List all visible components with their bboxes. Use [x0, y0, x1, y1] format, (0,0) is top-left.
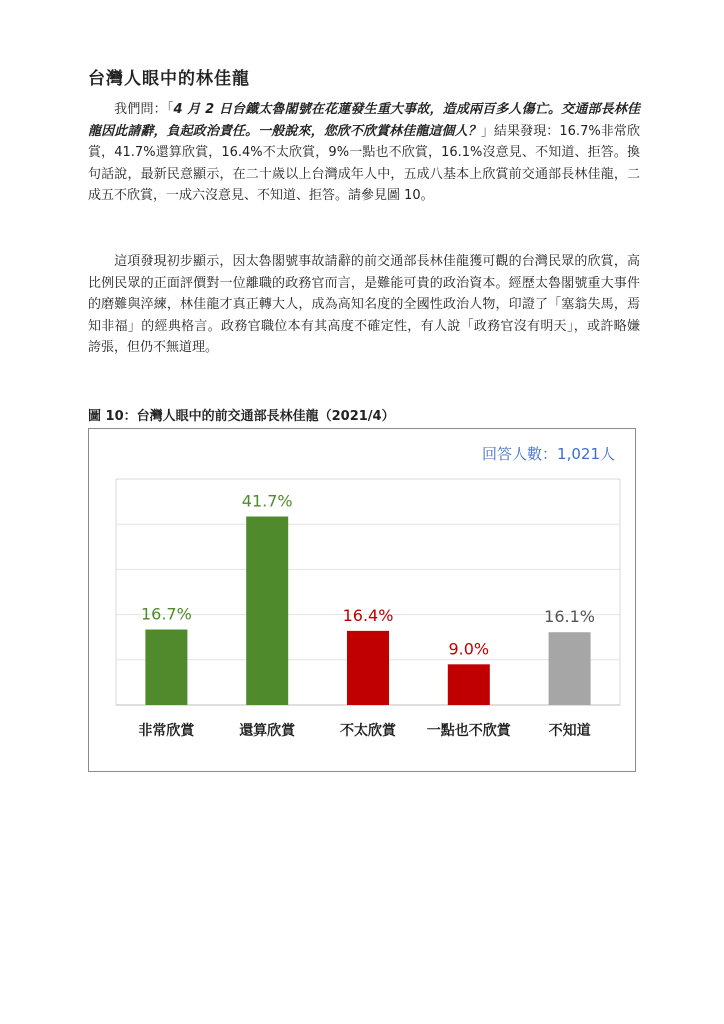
data-label-4: 9.0%	[448, 639, 490, 659]
figure-caption: 圖 10：台灣人眼中的前交通部長林佳龍（2021/4）	[88, 409, 395, 424]
category-label-1: 非常欣賞	[138, 723, 195, 739]
category-label-4: 一點也不欣賞	[426, 723, 511, 739]
category-label-3: 不太欣賞	[340, 723, 396, 739]
category-label-5: 不知道	[548, 723, 591, 739]
paragraph-2	[88, 251, 640, 359]
bar-5	[549, 632, 591, 705]
paragraph-1	[88, 99, 640, 207]
data-label-1: 16.7%	[140, 604, 192, 624]
paragraph-2-text: 這項發現初步顯示，因太魯閣號事故請辭的前交通部長林佳龍獲可觀的台灣民眾的欣賞，高比例民眾的正面評價對一位離職的政務官而言，是難能可貴的政治資本。經歷太魯閣號重大事件的磨難與淬練，林佳龍才真正轉大人，成為高知名度的全國性政治人物，印證了「塞翁失馬，焉知非福」的經典格言。政務官職位本有其高度不確定性，有人說「政務官沒有明天」，或許略嫌誇張，但仍不無道理。	[88, 254, 640, 355]
page-title: 台灣人眼中的林佳龍	[88, 69, 250, 89]
bar-4	[448, 664, 490, 705]
bar-chart	[89, 429, 635, 771]
data-label-5: 16.1%	[544, 607, 596, 627]
paragraph-1-rest: 」結果發現：16.7%非常欣賞，41.7%還算欣賞，16.4%不太欣賞，9%一點也不欣賞，16.1%沒意見、不知道、拒答。換句話說，最新民意顯示，在二十歲以上台灣成年人中，五成八基本上欣賞前交通部長林佳龍，二成五不欣賞，一成六沒意見、不知道、拒答。請參見圖 10。	[88, 123, 640, 203]
respondents-count-label: 回答人數：1,021人	[482, 445, 615, 463]
chart-frame	[88, 428, 636, 772]
category-label-2: 還算欣賞	[239, 723, 296, 739]
data-label-3: 16.4%	[342, 605, 394, 625]
bar-1	[145, 630, 187, 705]
bar-2	[246, 517, 288, 705]
survey-question: 4 月 2 日台鐵太魯閣號在花蓮發生重大事故，造成兩百多人傷亡。交通部長林佳龍因此請辭，負起政治責任。一般說來，您欣不欣賞林佳龍這個人？	[88, 102, 640, 139]
data-label-2: 41.7%	[241, 491, 293, 511]
bar-3	[347, 631, 389, 705]
chart-category-labels	[138, 722, 590, 739]
paragraph-1-lead: 我們問：「	[114, 102, 174, 117]
